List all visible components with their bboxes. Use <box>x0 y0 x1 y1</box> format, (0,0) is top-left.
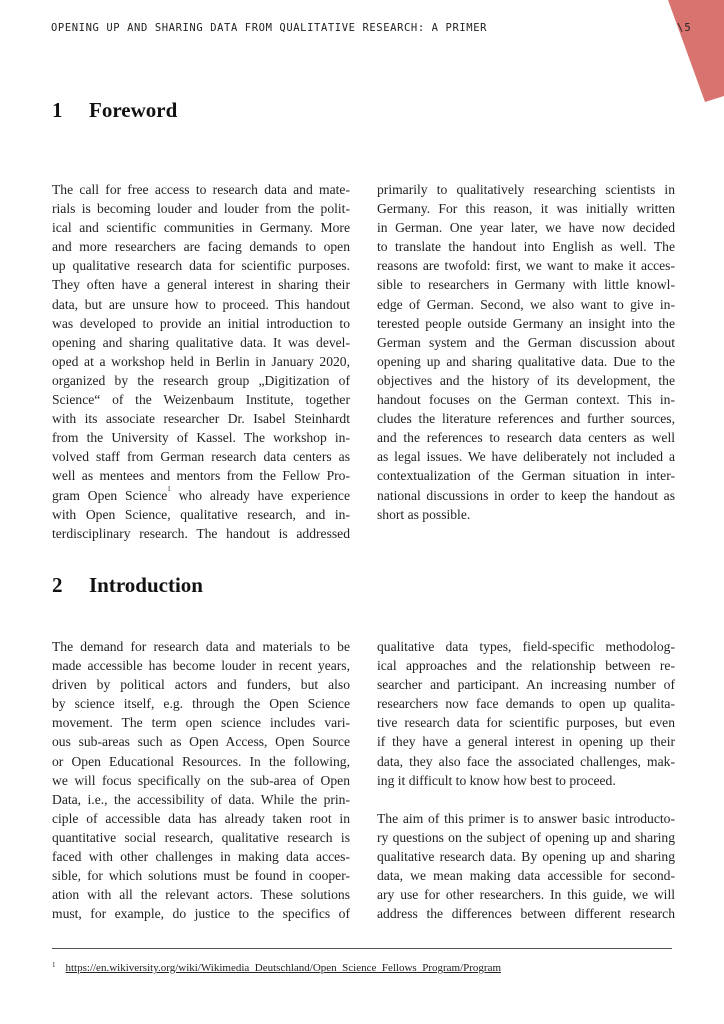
text-line: sible, for which solutions must be found in cooper- <box>52 868 350 884</box>
text-line: must, for example, do justice to the specifics of <box>52 906 350 922</box>
text-line: The call for free access to research data and mate- <box>52 182 350 197</box>
text-line: The aim of this primer is to answer basic introducto- <box>377 810 675 826</box>
text-line: ing it difficult to know how best to proceed. <box>377 772 616 788</box>
text-line: qualitative research data. By opening up and sharing <box>377 848 675 864</box>
text-line: ry questions on the subject of opening up and sharing <box>377 829 675 845</box>
text-line: quantitative social research, qualitative research is <box>52 829 350 845</box>
text-line: ical and scientific communities in Germany. More <box>52 220 350 236</box>
text-line: rials is becoming louder and louder from the polit- <box>52 201 350 217</box>
text-line: contextualization of the German situation in inter- <box>377 468 675 484</box>
text-line: objectives and the history of its development, the <box>377 372 675 388</box>
text-line: from the University of Kassel. The workshop in- <box>52 430 350 446</box>
text-line: edge of German. Second, we also want to give in- <box>377 296 675 312</box>
text-line: German system and the German discussion about <box>377 334 675 350</box>
text-line: oped at a workshop held in Berlin in January 2020, <box>52 353 350 369</box>
text-line: and more researchers are facing demands to open <box>52 239 350 255</box>
text-line: ical approaches and the relationship between re- <box>377 658 675 674</box>
text-line: well as mentees and mentors from the Fellow Pro- <box>52 468 350 484</box>
text-line: and the references to research data centers as well <box>377 430 675 446</box>
introduction-column-2 <box>377 637 675 923</box>
text-line: searcher and participant. An increasing number of <box>377 677 675 693</box>
introduction-column-1 <box>52 637 350 923</box>
text-line: researchers now face demands to open up qualita- <box>377 696 675 712</box>
section-title: Introduction <box>89 573 203 597</box>
text-line <box>52 486 350 505</box>
foreword-column-2 <box>377 180 675 524</box>
text-line: with its associate researcher Dr. Isabel Steinhardt <box>52 411 350 427</box>
section-title: Foreword <box>89 98 178 122</box>
text-line: opening up and sharing qualitative data. Due to the <box>377 353 675 369</box>
paragraph-gap <box>377 790 675 809</box>
text-line: ciple of accessible data has already taken root in <box>52 810 350 826</box>
text-line: ation with all the relevant actors. These solutions <box>52 887 350 903</box>
section-heading-introduction <box>52 573 203 598</box>
text-line: The demand for research data and materials to be <box>52 639 350 654</box>
text-line: Data, i.e., the accessibility of data. While the prin- <box>52 791 350 807</box>
text-line: reasons are twofold: first, we want to make it acces- <box>377 258 675 274</box>
text-line: with Open Science, qualitative research, and in- <box>52 506 350 522</box>
text-fragment: gram Open Science <box>52 487 168 503</box>
text-line: volved staff from German research data centers as <box>52 449 350 465</box>
text-line: if they have a general interest in opening up their <box>377 734 675 750</box>
text-line: qualitative data types, field-specific methodolog- <box>377 639 675 654</box>
text-line: terested people outside Germany an insight into the <box>377 315 675 331</box>
text-line: Germany. For this reason, it was initially written <box>377 201 675 217</box>
footnote-reference[interactable]: 1 <box>167 484 171 493</box>
footnote-divider <box>52 948 672 949</box>
text-line: movement. The term open science includes vari- <box>52 715 350 731</box>
text-line: was developed to provide an initial introduction to <box>52 315 350 331</box>
text-line: up qualitative research data for scientific purposes. <box>52 258 350 274</box>
text-line: national discussions in order to keep the handout as <box>377 487 675 503</box>
footnote <box>52 962 501 974</box>
text-line: in German. One year later, we have now decided <box>377 220 675 236</box>
text-line: address the differences between different research <box>377 906 675 922</box>
text-line: They often have a general interest in sharing their <box>52 277 350 293</box>
text-line: short as possible. <box>377 506 471 522</box>
text-line: Science“ of the Weizenbaum Institute, together <box>52 392 350 408</box>
text-line: data, we mean making data accessible for second- <box>377 868 675 884</box>
text-line: driven by political actors and funders, but also <box>52 677 350 693</box>
text-line: sible to researchers in Germany with little knowl- <box>377 277 675 293</box>
page-number: \ 5 <box>677 22 691 34</box>
text-line: data, but are unsure how to proceed. This handout <box>52 296 350 312</box>
footnote-number: 1 <box>52 961 56 969</box>
text-line: data, they also face the associated challenges, mak- <box>377 753 675 769</box>
text-fragment: who already have experience <box>178 487 350 503</box>
text-line: tive research data for scientific purposes, but even <box>377 715 675 731</box>
section-number: 2 <box>52 573 63 597</box>
text-line: ary use for other researchers. In this guide, we will <box>377 887 675 903</box>
corner-decoration <box>0 0 724 110</box>
text-line: primarily to qualitatively researching scientists in <box>377 182 675 197</box>
foreword-column-1 <box>52 180 350 543</box>
text-line: or Open Educational Resources. In the following, <box>52 753 350 769</box>
section-number: 1 <box>52 98 63 122</box>
text-line: by science itself, e.g. through the Open Science <box>52 696 350 712</box>
text-line: made accessible has become louder in recent years, <box>52 658 350 674</box>
text-line: cludes the literature references and further sources, <box>377 411 675 427</box>
text-line: opening and sharing qualitative data. It was devel- <box>52 334 350 350</box>
footnote-link[interactable]: https://en.wikiversity.org/wiki/Wikimedia_Deutschland/Open_Science_Fellows_Program/Program <box>65 962 502 974</box>
text-line: ous sub-areas such as Open Access, Open Source <box>52 734 350 750</box>
text-line: as legal issues. We have deliberately not included a <box>377 449 675 465</box>
text-line: we will focus specifically on the sub-area of Open <box>52 772 350 788</box>
text-line: handout focuses on the German context. This in- <box>377 392 675 408</box>
text-line: faced with other challenges in making data acces- <box>52 849 350 865</box>
text-line: terdisciplinary research. The handout is addressed <box>52 525 350 541</box>
running-header: OPENING UP AND SHARING DATA FROM QUALITATIVE RESEARCH: A PRIMER <box>51 22 488 34</box>
text-line: to translate the handout into English as well. The <box>377 239 675 255</box>
text-line: organized by the research group „Digitization of <box>52 372 350 388</box>
